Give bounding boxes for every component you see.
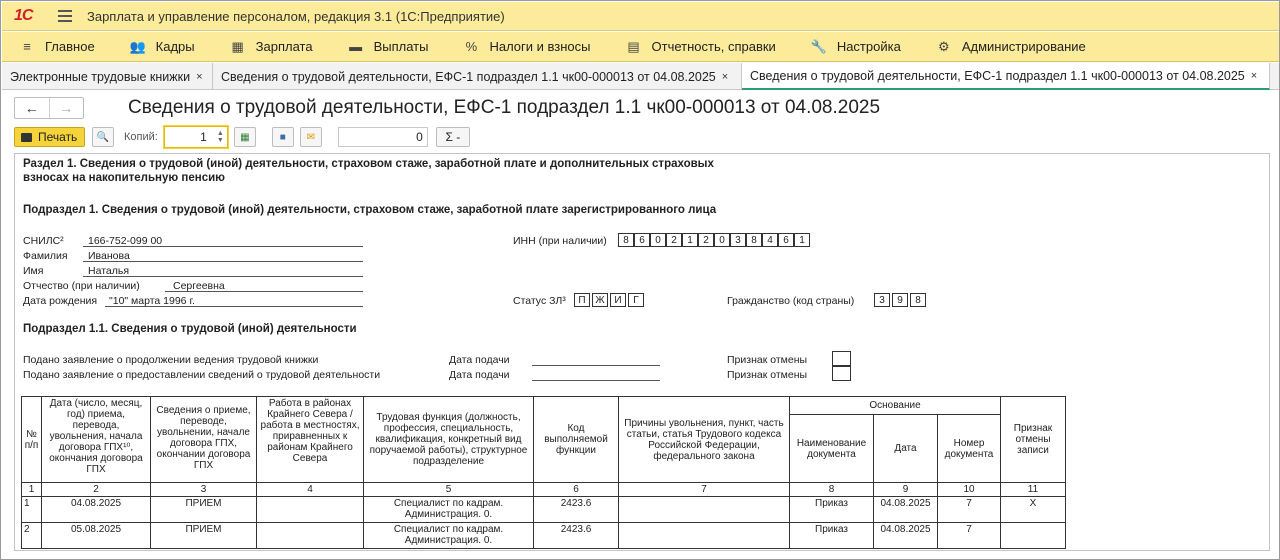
birth-value: "10" марта 1996 г. <box>109 295 195 307</box>
close-icon[interactable]: × <box>1250 69 1258 82</box>
subsection-11-title: Подраздел 1.1. Сведения о трудовой (иной) деятельности <box>23 323 357 335</box>
gear-icon: ⚙ <box>937 38 950 54</box>
inn-digit-cell: 2 <box>698 233 714 247</box>
inn-digit-cell: 3 <box>730 233 746 247</box>
row-function: Специалист по кадрам. Администрация. 0. <box>364 523 534 549</box>
page-title: Сведения о трудовой деятельности, ЕФС-1 подраздел 1.1 чк00-000013 от 04.08.2025 <box>128 97 881 118</box>
inn-digit-cell: 0 <box>650 233 666 247</box>
table-row <box>22 497 1066 523</box>
open-tabs <box>2 63 1279 90</box>
status-letter-cell: Г <box>628 293 644 307</box>
copies-input[interactable]: 1 ▲ ▼ <box>164 126 228 148</box>
col-number: 10 <box>938 483 1001 497</box>
header-doc-name: Наименование документа <box>790 415 874 483</box>
column-numbers-row <box>22 483 1066 497</box>
title-bar <box>2 2 1279 31</box>
header-doc-number: Номер документа <box>938 415 1001 483</box>
inn-digit-cell: 6 <box>778 233 794 247</box>
row-date: 04.08.2025 <box>42 497 151 523</box>
row-event: ПРИЕМ <box>151 523 257 549</box>
spin-icon[interactable]: ▲ ▼ <box>216 130 224 144</box>
inn-digit-cell: 6 <box>634 233 650 247</box>
status-letter-cell: И <box>610 293 626 307</box>
col-number: 6 <box>534 483 619 497</box>
header-date: Дата (число, месяц, год) приема, перевода, увольнения, начала договора ГПХ¹⁰, окончания договора ГПХ <box>42 397 151 483</box>
report-sheet[interactable] <box>14 153 1270 551</box>
col-number: 9 <box>874 483 938 497</box>
row-doc-number: 7 <box>938 497 1001 523</box>
status-letter-cell: Ж <box>592 293 608 307</box>
row-reason <box>619 523 790 549</box>
row-date: 05.08.2025 <box>42 523 151 549</box>
firstname-value: Наталья <box>88 265 130 277</box>
magnifier-icon: 🔍 <box>96 131 110 143</box>
menu-reports[interactable]: ▤ Отчетность, справки <box>625 39 776 55</box>
section-title-cont: взносах на накопительную пенсию <box>23 172 225 184</box>
percent-icon: % <box>465 39 478 54</box>
col-number: 5 <box>364 483 534 497</box>
header-north: Работа в районах Крайнего Севера / работа в местностях, приравненных к районам Крайнего Севера <box>257 397 364 483</box>
row-number: 1 <box>22 497 42 523</box>
provide-label: Подано заявление о предоставлении сведений о трудовой деятельности <box>23 369 381 381</box>
birth-label: Дата рождения <box>23 295 98 307</box>
menu-taxes[interactable]: % Налоги и взносы <box>462 39 590 54</box>
inn-digit-cell: 2 <box>666 233 682 247</box>
inn-digit-cell: 8 <box>618 233 634 247</box>
col-number: 2 <box>42 483 151 497</box>
history-nav <box>14 97 84 119</box>
header-function: Трудовая функция (должность, профессия, специальность, квалификация, конкретный вид поручаемой работы), структурное подразделение <box>364 397 534 483</box>
row-event: ПРИЕМ <box>151 497 257 523</box>
envelope-icon: ✉ <box>306 131 316 143</box>
app-logo: 1С <box>14 7 33 24</box>
row-reason <box>619 497 790 523</box>
main-menu-icon[interactable] <box>58 10 72 22</box>
report-toolbar <box>14 126 470 148</box>
header-doc-date: Дата <box>874 415 938 483</box>
back-arrow-icon[interactable]: ← <box>24 100 39 116</box>
print-button[interactable]: Печать <box>14 127 85 147</box>
menu-payments[interactable]: ▬ Выплаты <box>347 39 429 54</box>
tab-efs-1[interactable]: Сведения о трудовой деятельности, ЕФС-1 подраздел 1.1 чк00-000013 от 04.08.2025 × <box>213 63 742 90</box>
inn-digit-cell: 1 <box>794 233 810 247</box>
row-doc-date: 04.08.2025 <box>874 523 938 549</box>
row-north <box>257 523 364 549</box>
provide-cancel-label: Признак отмены <box>727 369 808 381</box>
menu-salary[interactable]: ▦ Зарплата <box>229 39 313 55</box>
close-icon[interactable]: × <box>721 70 729 83</box>
patronymic-value: Сергеевна <box>173 280 225 292</box>
wallet-icon: ▬ <box>349 39 363 54</box>
app-title: Зарплата и управление персоналом, редакция 3.1 (1С:Предприятие) <box>87 8 505 24</box>
activity-table <box>21 396 1066 549</box>
section-menu <box>2 32 1279 62</box>
snils-value: 166-752-099 00 <box>88 235 163 247</box>
header-cancel: Признак отмены записи <box>1001 397 1066 483</box>
patronymic-label: Отчество (при наличии) <box>23 280 140 292</box>
table-icon: ▦ <box>240 131 250 143</box>
email-button[interactable] <box>300 127 322 147</box>
col-number: 11 <box>1001 483 1066 497</box>
col-number: 3 <box>151 483 257 497</box>
continue-cancel-label: Признак отмены <box>727 354 808 366</box>
header-basis: Основание <box>790 397 1001 415</box>
row-north <box>257 497 364 523</box>
menu-hr[interactable]: 👥 Кадры <box>129 38 195 54</box>
provide-date-label: Дата подачи <box>449 369 510 381</box>
preview-button[interactable] <box>92 127 114 147</box>
tab-etk[interactable]: Электронные трудовые книжки × <box>2 63 213 90</box>
row-number: 2 <box>22 523 42 549</box>
row-cancel: X <box>1001 497 1066 523</box>
list-icon: ≡ <box>23 39 31 54</box>
row-doc-name: Приказ <box>790 497 874 523</box>
sum-field[interactable]: 0 <box>338 127 428 147</box>
forward-arrow-icon[interactable]: → <box>49 98 84 118</box>
row-code: 2423.6 <box>534 523 619 549</box>
provide-cancel-box <box>832 366 851 381</box>
menu-main[interactable]: ≡ Главное <box>18 39 95 54</box>
tab-efs-2[interactable]: Сведения о трудовой деятельности, ЕФС-1 подраздел 1.1 чк00-000013 от 04.08.2025 × <box>742 63 1270 90</box>
header-reason: Причины увольнения, пункт, часть статьи, статья Трудового кодекса Российской Федерации, федерального закона <box>619 397 790 483</box>
citizenship-digit-cell: 8 <box>910 293 926 307</box>
col-number: 8 <box>790 483 874 497</box>
table-view-button[interactable] <box>234 127 256 147</box>
header-code: Код выполняемой функции <box>534 397 619 483</box>
header-event: Сведения о приеме, переводе, увольнении, начале договора ГПХ, окончании договора ГПХ <box>151 397 257 483</box>
floppy-icon: ■ <box>279 131 286 143</box>
menu-admin[interactable]: ⚙ Администрирование <box>935 39 1086 55</box>
col-number: 1 <box>22 483 42 497</box>
sum-button[interactable]: Σ - <box>436 127 470 147</box>
inn-digit-cell: 0 <box>714 233 730 247</box>
inn-digit-cell: 8 <box>746 233 762 247</box>
provide-date-line <box>532 380 660 381</box>
wrench-icon: 🔧 <box>810 38 827 54</box>
status-label: Статус ЗЛ³ <box>513 295 566 307</box>
citizenship-digit-cell: 9 <box>892 293 908 307</box>
row-doc-name: Приказ <box>790 523 874 549</box>
row-doc-date: 04.08.2025 <box>874 497 938 523</box>
row-function: Специалист по кадрам. Администрация. 0. <box>364 497 534 523</box>
lastname-value: Иванова <box>88 250 130 262</box>
inn-digit-cell: 1 <box>682 233 698 247</box>
printer-icon <box>21 133 32 142</box>
citizenship-digit-cell: 3 <box>874 293 890 307</box>
row-doc-number: 7 <box>938 523 1001 549</box>
table-row <box>22 523 1066 549</box>
reports-icon: ▤ <box>627 38 640 54</box>
status-letter-cell: П <box>574 293 590 307</box>
row-cancel <box>1001 523 1066 549</box>
copies-label: Копий: <box>124 131 158 143</box>
continue-date-line <box>532 365 660 366</box>
inn-digit-cell: 4 <box>762 233 778 247</box>
continue-date-label: Дата подачи <box>449 354 510 366</box>
lastname-label: Фамилия <box>23 250 68 262</box>
close-icon[interactable]: × <box>196 70 203 83</box>
subsection-1-title: Подраздел 1. Сведения о трудовой (иной) деятельности, страховом стаже, заработной плате зарегистрированного лица <box>23 204 717 216</box>
firstname-label: Имя <box>23 265 44 277</box>
header-number: № п/п <box>22 397 42 483</box>
continue-cancel-box <box>832 351 851 366</box>
snils-label: СНИЛС² <box>23 235 64 247</box>
col-number: 7 <box>619 483 790 497</box>
menu-settings[interactable]: 🔧 Настройка <box>810 38 901 54</box>
calculator-icon: ▦ <box>231 38 244 54</box>
section-title: Раздел 1. Сведения о трудовой (иной) деятельности, страховом стаже, заработной плате и дополнительных страховых <box>23 158 714 170</box>
people-icon: 👥 <box>129 38 146 54</box>
continue-label: Подано заявление о продолжении ведения трудовой книжки <box>23 354 319 366</box>
col-number: 4 <box>257 483 364 497</box>
inn-label: ИНН (при наличии) <box>513 235 607 247</box>
citizenship-label: Гражданство (код страны) <box>727 295 855 307</box>
save-button[interactable] <box>272 127 294 147</box>
row-code: 2423.6 <box>534 497 619 523</box>
